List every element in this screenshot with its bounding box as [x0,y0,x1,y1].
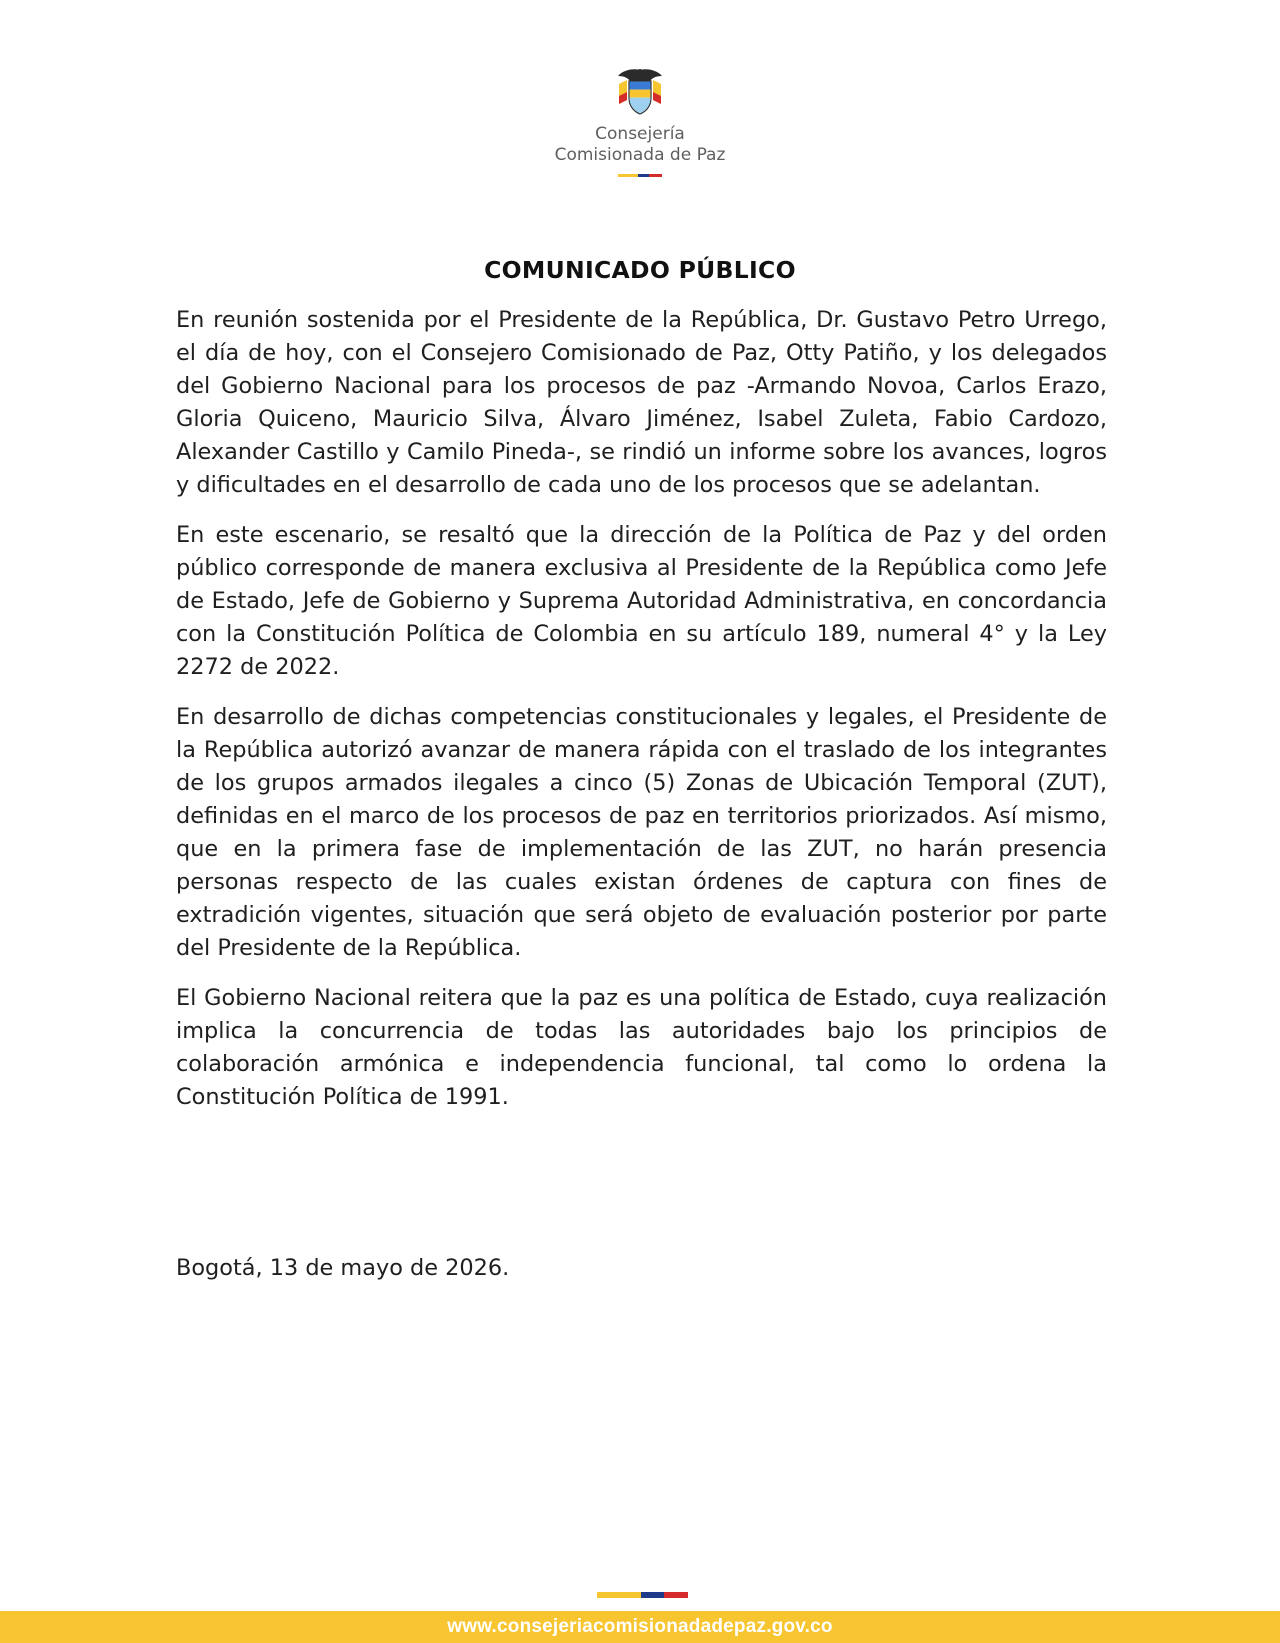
document-body [176,304,1107,1131]
page-header [0,66,1280,177]
closing-date-line: Bogotá, 13 de mayo de 2026. [176,1255,510,1281]
footer-website-link[interactable]: www.consejeriacomisionadadepaz.gov.co [447,1616,833,1637]
paragraph-4: El Gobierno Nacional reitera que la paz es una política de Estado, cuya realización implica la concurrencia de todas las autoridades bajo los principios de colaboración armónica e independencia funcional, tal como lo ordena la Constitución Política de 1991. [176,985,1107,1110]
org-name-line-2: Comisionada de Paz [554,145,726,165]
document-title: COMUNICADO PÚBLICO [484,256,796,284]
footer-bar [0,1611,1280,1643]
footer-flag-stripe [597,1592,688,1598]
paragraph-1: En reunión sostenida por el Presidente de la República, Dr. Gustavo Petro Urrego, el día de hoy, con el Consejero Comisionado de Paz, Otty Patiño, y los delegados del Gobierno Nacional para los procesos de paz -Armando Novoa, Carlos Erazo, Gloria Quiceno, Mauricio Silva, Álvaro Jiménez, Isabel Zuleta, Fabio Cardozo, Alexander Castillo y Camilo Pineda-, se rindió un informe sobre los avances, logros y dificultades en el desarrollo de cada uno de los procesos que se adelantan. [176,307,1107,498]
org-name-line-1: Consejería [595,124,685,144]
paragraph-3: En desarrollo de dichas competencias constitucionales y legales, el Presidente de la República autorizó avanzar de manera rápida con el traslado de los integrantes de los grupos armados ilegales a cinco (5) Zonas de Ubicación Temporal (ZUT), definidas en el marco de los procesos de paz en territorios priorizados. Así mismo, que en la primera fase de implementación de las ZUT, no harán presencia personas respecto de las cuales existan órdenes de captura con fines de extradición vigentes, situación que será objeto de evaluación posterior por parte del Presidente de la República. [176,704,1107,961]
org-name [0,124,1280,166]
header-flag-stripe [618,174,662,177]
colombia-coat-of-arms-icon [615,66,665,118]
paragraph-2: En este escenario, se resaltó que la dirección de la Política de Paz y del orden público corresponde de manera exclusiva al Presidente de la República como Jefe de Estado, Jefe de Gobierno y Suprema Autoridad Administrativa, en concordancia con la Constitución Política de Colombia en su artículo 189, numeral 4° y la Ley 2272 de 2022. [176,522,1107,680]
